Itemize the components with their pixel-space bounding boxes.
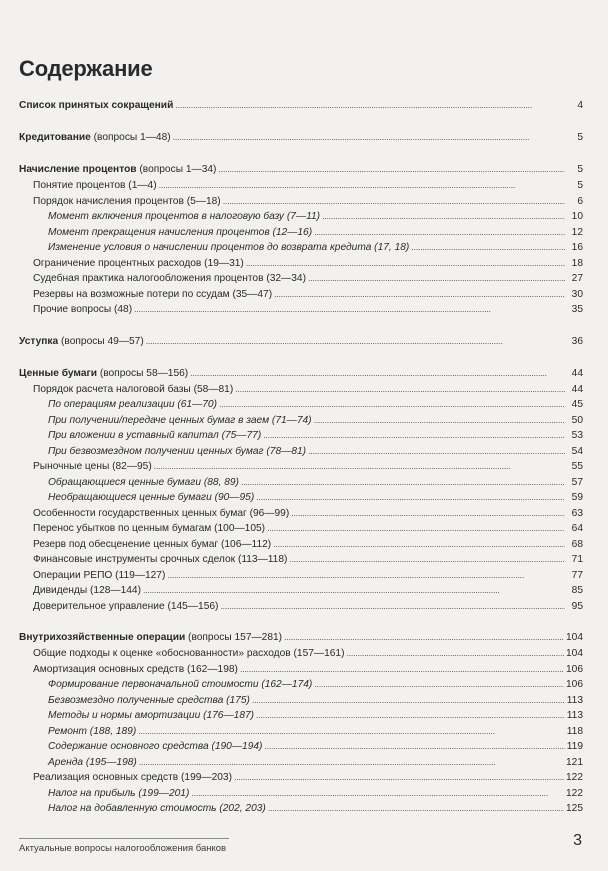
toc-entry[interactable] [19, 599, 583, 615]
toc-entry-text: Момент прекращения начисления процентов (12—16) [48, 226, 313, 238]
toc-entry-text: Ограничение процентных расходов (19—31) [33, 257, 244, 269]
toc-entry-label [33, 599, 218, 615]
toc-entry-text: При получении/передаче ценных бумаг в заем (71—74) [48, 414, 312, 426]
toc-page-number: 45 [571, 399, 583, 410]
toc-page-number: 113 [566, 710, 583, 721]
toc-page-number: 55 [571, 461, 583, 472]
toc-leader-dots [223, 194, 565, 210]
toc-section-title: Ценные бумаги [19, 367, 97, 379]
toc-entry-text: Операции РЕПО (119—127) [33, 569, 166, 581]
toc-page-number: 125 [566, 803, 583, 814]
toc-gap [19, 114, 583, 128]
toc-entry[interactable] [19, 568, 583, 584]
toc-page-number: 104 [566, 648, 583, 659]
toc-entry[interactable] [19, 708, 583, 724]
toc-entry-label [48, 428, 261, 444]
toc-entry-text: Безвозмездно полученные средства (175) [48, 694, 250, 706]
toc-entry-label [48, 786, 189, 802]
toc-leader-dots [173, 128, 565, 147]
toc-entry-text: Порядок расчета налоговой базы (58—81) [33, 383, 234, 395]
toc-page-number: 27 [571, 273, 583, 284]
toc-leader-dots [268, 801, 564, 817]
toc-page-number: 50 [571, 414, 583, 426]
toc-leader-dots [240, 662, 564, 678]
toc-entry[interactable] [19, 194, 583, 210]
toc-leader-dots [235, 382, 565, 398]
toc-entry-label [19, 365, 188, 383]
toc-entry-label [33, 382, 233, 398]
toc-entry[interactable] [19, 302, 583, 318]
toc-leader-dots [322, 209, 565, 225]
toc-entry[interactable] [19, 382, 583, 398]
toc-page-number: 12 [571, 226, 583, 238]
toc-entry-text: Перенос убытков по ценным бумагам (100—105) [33, 523, 266, 534]
toc-leader-dots [289, 552, 565, 568]
toc-gap [19, 146, 583, 160]
toc-page-number: 104 [566, 632, 583, 643]
toc-entry-text: (вопросы 157—281) [185, 632, 283, 643]
toc-entry-text: Амортизация основных средств (162—198) [33, 663, 238, 675]
table-of-contents [19, 96, 583, 817]
toc-entry-label [33, 568, 165, 584]
toc-leader-dots [264, 739, 564, 755]
toc-section-title: Начисление процентов [19, 164, 137, 175]
toc-page-number: 106 [566, 679, 583, 690]
toc-entry-text: Изменение условия о начислении процентов до возврата кредита (17, 18) [48, 242, 410, 253]
toc-entry[interactable] [19, 739, 583, 755]
toc-entry-label [33, 646, 345, 662]
toc-leader-dots [246, 256, 565, 272]
toc-page-number: 63 [571, 507, 583, 519]
toc-entry-label [48, 801, 266, 817]
toc-leader-dots [284, 628, 564, 647]
toc-entry[interactable] [19, 364, 583, 382]
toc-entry[interactable] [19, 444, 583, 460]
toc-leader-dots [219, 397, 565, 413]
toc-entry-text: Ремонт (188, 189) [48, 725, 137, 737]
toc-page-number: 95 [571, 600, 583, 612]
toc-entry-label [48, 475, 239, 491]
toc-entry[interactable] [19, 506, 583, 522]
toc-entry-text: Методы и нормы амортизации (176—187) [48, 710, 255, 721]
toc-entry-text: Реализация основных средств (199—203) [33, 772, 232, 783]
toc-entry-text: Резервы на возможные потери по ссудам (35—47) [33, 288, 273, 300]
toc-section-title: Кредитование [19, 132, 91, 143]
toc-entry[interactable] [19, 662, 583, 678]
toc-leader-dots [273, 537, 565, 553]
toc-entry-label [33, 256, 244, 272]
toc-leader-dots [267, 521, 565, 537]
toc-leader-dots [139, 755, 564, 771]
toc-page-number: 77 [571, 569, 583, 581]
toc-entry[interactable] [19, 397, 583, 413]
toc-entry[interactable] [19, 160, 583, 178]
toc-leader-dots [191, 786, 564, 802]
toc-leader-dots [241, 475, 565, 491]
toc-page-number: 64 [571, 523, 583, 534]
toc-entry[interactable] [19, 178, 583, 194]
toc-entry[interactable] [19, 287, 583, 303]
toc-leader-dots [138, 724, 565, 740]
toc-entry-label [33, 583, 141, 599]
toc-leader-dots [134, 302, 565, 318]
toc-leader-dots [256, 708, 565, 724]
toc-entry[interactable] [19, 583, 583, 599]
toc-leader-dots [347, 646, 565, 662]
toc-entry-text: Порядок начисления процентов (5—18) [33, 195, 221, 207]
toc-section-title: Внутрихозяйственные операции [19, 632, 186, 643]
toc-page-number: 5 [577, 164, 583, 175]
toc-leader-dots [314, 225, 565, 241]
toc-page-number: 35 [571, 304, 583, 315]
toc-entry-label [48, 225, 312, 241]
toc-entry-text: Финансовые инструменты срочных сделок (113—118) [33, 554, 288, 565]
toc-page-number: 106 [566, 663, 583, 675]
toc-entry-text: (вопросы 49—57) [58, 335, 144, 347]
toc-entry-text: При вложении в уставный капитал (75—77) [48, 430, 262, 441]
toc-entry[interactable] [19, 646, 583, 662]
toc-entry-text: Момент включения процентов в налоговую базу (7—11) [48, 211, 321, 222]
toc-leader-dots [190, 364, 565, 383]
toc-page-number: 53 [571, 430, 583, 441]
toc-leader-dots [159, 178, 565, 194]
toc-entry-label [48, 413, 312, 429]
toc-page-number: 54 [571, 445, 583, 457]
toc-leader-dots [218, 160, 565, 179]
toc-leader-dots [308, 444, 565, 460]
toc-leader-dots [256, 490, 565, 506]
toc-entry-text: Содержание основного средства (190—194) [48, 741, 263, 752]
toc-entry-text: Понятие процентов (1—4) [33, 180, 157, 191]
toc-page-number: 119 [566, 741, 583, 752]
toc-entry-text: Налог на добавленную стоимость (202, 203) [48, 803, 266, 814]
toc-page-number: 57 [571, 476, 583, 488]
toc-entry-label [33, 662, 238, 678]
toc-page-number: 6 [577, 195, 583, 207]
toc-page-number: 71 [571, 554, 583, 565]
toc-entry-label [48, 444, 306, 460]
toc-entry-label [33, 521, 265, 537]
toc-entry-label [33, 770, 232, 786]
toc-entry[interactable] [19, 537, 583, 553]
toc-entry-text: (вопросы 58—156) [97, 367, 189, 379]
toc-entry-text: Общие подходы к оценке «обоснованности» расходов (157—161) [33, 648, 345, 659]
toc-entry[interactable] [19, 628, 583, 646]
toc-entry[interactable] [19, 755, 583, 771]
toc-leader-dots [314, 413, 565, 429]
toc-entry[interactable] [19, 677, 583, 693]
toc-page-number: 36 [571, 335, 583, 347]
toc-entry-label [48, 209, 320, 225]
toc-leader-dots [220, 599, 565, 615]
toc-entry-label [33, 459, 152, 475]
footer-book-title: Актуальные вопросы налогообложения банков [19, 843, 227, 854]
toc-entry[interactable] [19, 428, 583, 444]
toc-gap [19, 614, 583, 628]
toc-page-number: 44 [571, 367, 583, 379]
toc-entry-label [48, 724, 136, 740]
toc-page-number: 59 [571, 492, 583, 503]
toc-page-number: 122 [566, 772, 583, 783]
toc-leader-dots [154, 459, 565, 475]
toc-entry-text: Резерв под обесценение ценных бумаг (106—112) [33, 538, 272, 550]
toc-leader-dots [314, 677, 564, 693]
toc-entry-label [33, 506, 289, 522]
toc-section-title: Уступка [19, 335, 59, 347]
toc-entry-label [33, 537, 271, 553]
toc-entry-label [48, 490, 254, 506]
toc-entry-text: (вопросы 1—48) [90, 132, 171, 143]
toc-entry-label [33, 287, 272, 303]
toc-leader-dots [167, 568, 565, 584]
toc-entry-label [19, 629, 282, 647]
toc-entry-label [33, 178, 157, 194]
toc-leader-dots [234, 770, 564, 786]
toc-leader-dots [308, 271, 565, 287]
toc-entry-text: Формирование первоначальной стоимости (162—174) [48, 679, 313, 690]
toc-gap [19, 318, 583, 332]
toc-entry[interactable] [19, 770, 583, 786]
toc-entry-label [48, 739, 262, 755]
toc-entry[interactable] [19, 459, 583, 475]
toc-entry-label [48, 693, 250, 709]
toc-entry-label [19, 97, 173, 115]
toc-page-number: 118 [566, 725, 583, 737]
toc-entry-label [48, 240, 409, 256]
toc-entry-text: По операциям реализации (61—70) [48, 399, 217, 410]
toc-entry-label [33, 194, 221, 210]
toc-entry[interactable] [19, 256, 583, 272]
toc-leader-dots [175, 96, 565, 115]
toc-page-number: 5 [577, 180, 583, 191]
toc-entry-label [48, 708, 254, 724]
toc-entry-text: Обращающиеся ценные бумаги (88, 89) [48, 476, 239, 488]
toc-page-number: 122 [566, 787, 583, 799]
toc-leader-dots [274, 287, 565, 303]
toc-page-number: 4 [577, 100, 583, 111]
toc-entry[interactable] [19, 786, 583, 802]
toc-page-number: 68 [571, 538, 583, 550]
toc-entry[interactable] [19, 413, 583, 429]
toc-entry-text: Налог на прибыль (199—201) [48, 787, 190, 799]
toc-entry[interactable] [19, 475, 583, 491]
toc-entry[interactable] [19, 209, 583, 225]
toc-entry-label [19, 333, 144, 351]
toc-entry-text: Доверительное управление (145—156) [33, 600, 219, 612]
toc-entry[interactable] [19, 552, 583, 568]
toc-page-number: 113 [566, 694, 583, 706]
toc-entry-text: Дивиденды (128—144) [33, 585, 141, 596]
toc-entry-label [48, 677, 312, 693]
toc-entry-text: Необращающиеся ценные бумаги (90—95) [48, 492, 255, 503]
toc-page-number: 10 [571, 211, 583, 222]
toc-page-number: 44 [571, 383, 583, 395]
toc-page-number: 16 [571, 242, 583, 253]
toc-entry[interactable] [19, 96, 583, 114]
toc-entry[interactable] [19, 490, 583, 506]
toc-leader-dots [143, 583, 565, 599]
toc-entry-text: При безвозмездном получении ценных бумаг (78—81) [48, 445, 307, 457]
toc-entry[interactable] [19, 332, 583, 350]
toc-entry[interactable] [19, 801, 583, 817]
toc-leader-dots [263, 428, 565, 444]
toc-entry-label [33, 552, 287, 568]
toc-entry-label [19, 161, 216, 179]
toc-leader-dots [411, 240, 565, 256]
toc-entry-label [48, 397, 217, 413]
toc-leader-dots [252, 693, 565, 709]
toc-page-number: 30 [571, 288, 583, 300]
toc-entry-label [33, 302, 132, 318]
toc-entry-text: Рыночные цены (82—95) [33, 461, 152, 472]
toc-gap [19, 350, 583, 364]
footer-divider [19, 838, 229, 839]
toc-page-number: 85 [571, 585, 583, 596]
toc-section-title: Список принятых сокращений [19, 100, 174, 111]
toc-page-number: 121 [566, 756, 583, 768]
toc-entry[interactable] [19, 693, 583, 709]
toc-entry[interactable] [19, 240, 583, 256]
toc-entry-text: (вопросы 1—34) [136, 164, 217, 175]
toc-entry[interactable] [19, 521, 583, 537]
toc-page-number: 5 [577, 132, 583, 143]
toc-leader-dots [291, 506, 565, 522]
toc-leader-dots [146, 332, 565, 351]
toc-entry[interactable] [19, 128, 583, 146]
toc-entry-label [48, 755, 137, 771]
toc-page-number: 18 [571, 257, 583, 269]
toc-entry-text: Прочие вопросы (48) [33, 304, 133, 315]
toc-entry[interactable] [19, 225, 583, 241]
toc-entry-text: Аренда (195—198) [48, 756, 137, 768]
toc-entry-text: Особенности государственных ценных бумаг (96—99) [33, 507, 290, 519]
page-number: 3 [573, 832, 582, 849]
toc-entry[interactable] [19, 271, 583, 287]
page-title: Содержание [19, 56, 153, 81]
toc-entry-label [33, 271, 306, 287]
toc-entry-label [19, 129, 171, 147]
toc-entry-text: Судебная практика налогообложения процентов (32—34) [33, 273, 306, 284]
toc-entry[interactable] [19, 724, 583, 740]
